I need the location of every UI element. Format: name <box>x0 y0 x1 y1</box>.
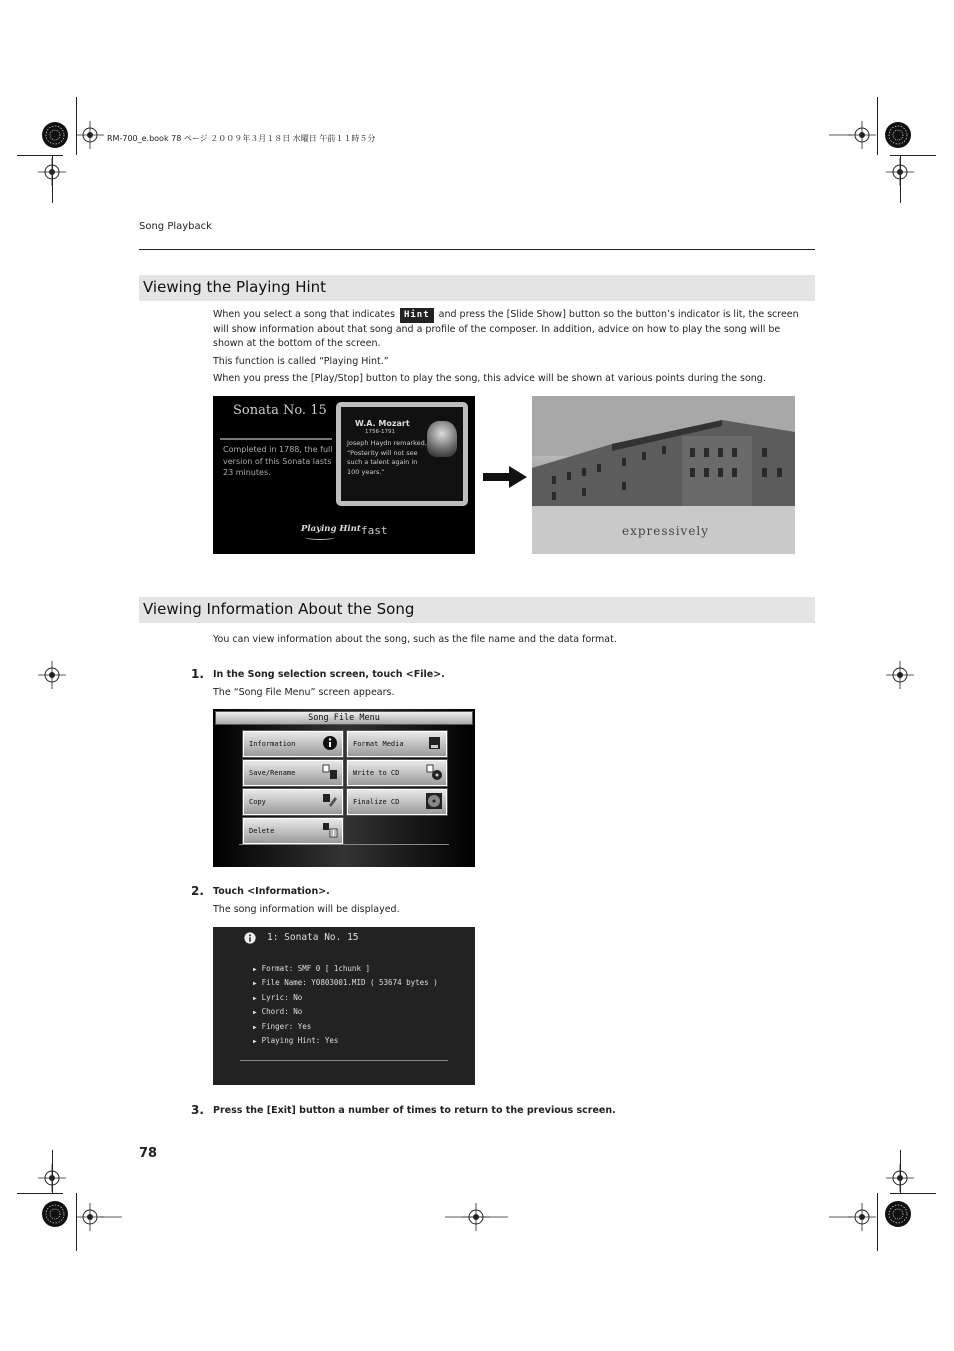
trash-icon <box>322 822 338 838</box>
composer-name: W.A. Mozart <box>355 419 410 428</box>
playing-hint-logo: Playing Hint <box>301 524 361 534</box>
button-label: Information <box>249 740 296 748</box>
button-label: Delete <box>249 827 275 835</box>
step1-result: The “Song File Menu” screen appears. <box>213 687 395 698</box>
photo-caption: expressively <box>622 524 710 538</box>
arrow-right-icon <box>483 466 527 488</box>
finalize-cd-icon <box>426 793 442 809</box>
song-info-screen <box>213 927 475 1085</box>
step2-result: The song information will be displayed. <box>213 904 400 915</box>
section-heading-song-info <box>139 597 815 623</box>
info-row-filename: ▶ File Name: Y0803001.MID ( 53674 bytes ) <box>253 978 438 987</box>
title-underline <box>220 438 332 440</box>
button-label: Save/Rename <box>249 769 296 777</box>
hint-description: Completed in 1788, the full version of this Sonata lasts 23 minutes. <box>223 445 333 477</box>
song-file-menu-screen <box>213 709 475 867</box>
button-label: Copy <box>249 798 266 806</box>
header-rule <box>139 249 815 250</box>
hint-badge: Hint <box>400 308 434 323</box>
info-row-chord: ▶ Chord: No <box>253 1007 302 1016</box>
para1-end: and press the [Slide Show] button so the button’s indicator is lit, the screen will show information about that song and a profile of the composer. In addition, advice on how to play the song will be shown at the bottom of the screen. <box>213 309 799 349</box>
save-rename-button[interactable] <box>243 760 343 786</box>
info-row-format: ▶ Format: SMF 0 [ 1chunk ] <box>253 964 370 973</box>
print-header: RM-700_e.book 78 ページ ２００９年３月１８日 水曜日 午前１１時５分 <box>107 134 376 143</box>
section1-para2: This function is called “Playing Hint.” <box>213 356 389 367</box>
composer-frame <box>336 402 468 506</box>
info-icon <box>322 735 338 751</box>
finalize-cd-button[interactable] <box>347 789 447 815</box>
playing-hint-screen <box>213 396 475 554</box>
composer-portrait-icon <box>427 421 457 457</box>
info-icon <box>244 932 256 944</box>
composer-quote: Joseph Haydn remarked, “Posterity will not see such a talent again in 100 years.” <box>347 439 427 476</box>
section-title: Viewing the Playing Hint <box>143 278 327 296</box>
section1-paragraph <box>213 308 803 352</box>
section1-para3: When you press the [Play/Stop] button to play the song, this advice will be shown at various points during the song. <box>213 373 766 384</box>
menu-title: Song File Menu <box>215 711 473 725</box>
logo-swoosh-icon <box>305 535 335 540</box>
info-song-title: 1: Sonata No. 15 <box>267 932 359 943</box>
media-icon <box>426 735 442 751</box>
format-media-button[interactable] <box>347 731 447 757</box>
delete-button[interactable] <box>243 818 343 844</box>
step-number: 3. <box>191 1103 204 1117</box>
hint-song-title: Sonata No. 15 <box>233 403 327 418</box>
save-icon <box>322 764 338 780</box>
composer-years: 1756-1791 <box>365 429 395 435</box>
step1-text: In the Song selection screen, touch <File>. <box>213 669 445 680</box>
step-number: 1. <box>191 667 204 681</box>
copy-button[interactable] <box>243 789 343 815</box>
menu-divider <box>239 844 449 845</box>
step2-text: Touch <Information>. <box>213 886 330 897</box>
button-label: Finalize CD <box>353 798 400 806</box>
button-label: Format Media <box>353 740 404 748</box>
cd-write-icon <box>426 764 442 780</box>
information-button[interactable] <box>243 731 343 757</box>
step-number: 2. <box>191 884 204 898</box>
step3-text: Press the [Exit] button a number of times to return to the previous screen. <box>213 1105 616 1116</box>
info-row-lyric: ▶ Lyric: No <box>253 993 302 1002</box>
tempo-hint: fast <box>361 524 388 537</box>
section2-intro: You can view information about the song, such as the file name and the data format. <box>213 634 617 645</box>
button-label: Write to CD <box>353 769 400 777</box>
section-title: Viewing Information About the Song <box>143 600 415 618</box>
write-to-cd-button[interactable] <box>347 760 447 786</box>
para1-start: When you select a song that indicates <box>213 309 395 320</box>
copy-icon <box>322 793 338 809</box>
info-row-finger: ▶ Finger: Yes <box>253 1022 311 1031</box>
running-head: Song Playback <box>139 221 212 232</box>
info-divider <box>240 1060 448 1061</box>
page-number: 78 <box>139 1146 158 1161</box>
palace-photo <box>532 396 795 554</box>
info-row-playing-hint: ▶ Playing Hint: Yes <box>253 1036 338 1045</box>
section-heading-playing-hint <box>139 275 815 301</box>
